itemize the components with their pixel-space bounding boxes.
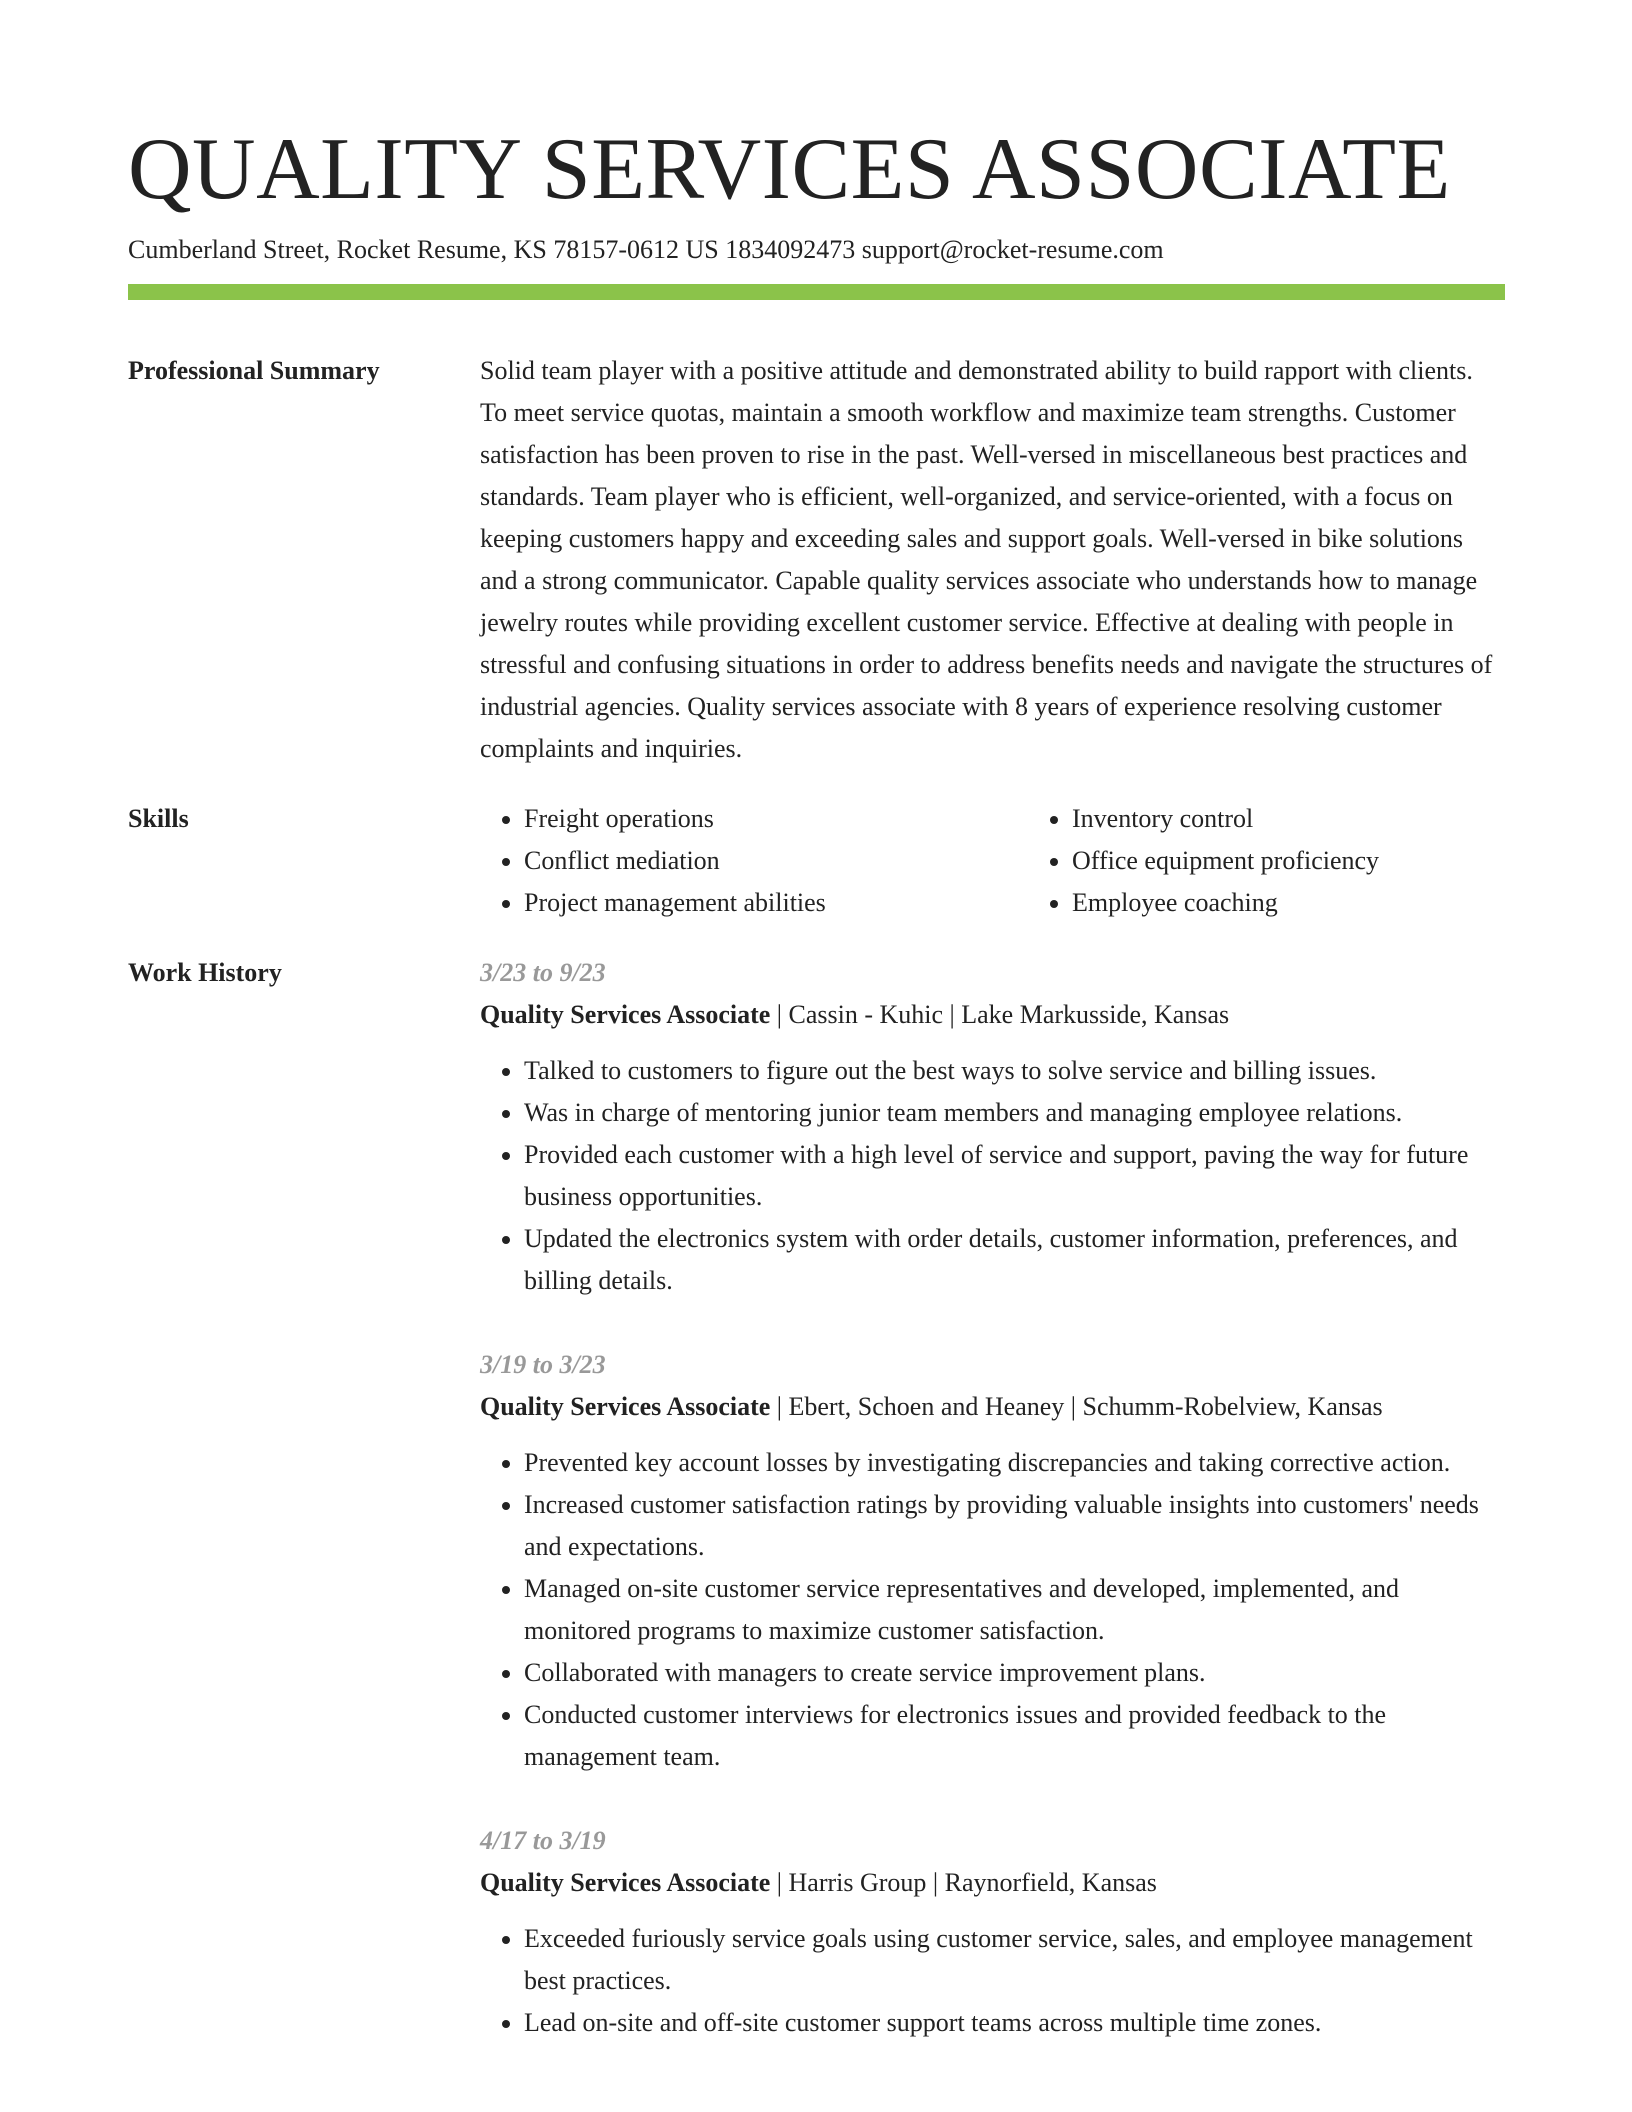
job-dates: 3/23 to 9/23: [480, 958, 606, 987]
summary-section: [128, 350, 1505, 770]
skill-item: • Employee coaching: [1072, 882, 1379, 924]
skills-list: [480, 798, 1505, 924]
skill-item: • Inventory control: [1072, 798, 1379, 840]
job-entry: [480, 1820, 1505, 2044]
job-employer-location: | Ebert, Schoen and Heaney | Schumm-Robelview, Kansas: [770, 1392, 1383, 1421]
job-dates: 4/17 to 3/19: [480, 1826, 606, 1855]
job-bullet: • Managed on-site customer service representatives and developed, implemented, and monitored programs to maximize customer satisfaction.: [524, 1568, 1505, 1652]
skill-item: • Freight operations: [524, 798, 1028, 840]
job-bullet: • Updated the electronics system with order details, customer information, preferences, and billing details.: [524, 1218, 1505, 1302]
skill-item: • Conflict mediation: [524, 840, 1028, 882]
job-role: Quality Services Associate: [480, 1868, 771, 1897]
skills-column-left: [480, 798, 1028, 924]
job-entry: [480, 1344, 1505, 1778]
job-role: Quality Services Associate: [480, 1000, 771, 1029]
work-history-list: [480, 952, 1505, 2086]
job-bullet: • Exceeded furiously service goals using customer service, sales, and employee management best practices.: [524, 1918, 1505, 2002]
job-dates: 3/19 to 3/23: [480, 1350, 606, 1379]
summary-text: Solid team player with a positive attitude and demonstrated ability to build rapport with clients. To meet service quotas, maintain a smooth workflow and maximize team strengths. Customer satisfaction has been proven to rise in the past. Well-versed in miscellaneous best practices and standards. Team player who is efficient, well-organized, and service-oriented, with a focus on keeping customers happy and exceeding sales and support goals. Well-versed in bike solutions and a strong communicator. Capable quality services associate who understands how to manage jewelry routes while providing excellent customer service. Effective at dealing with people in stressful and confusing situations in order to address benefits needs and navigate the structures of industrial agencies. Quality services associate with 8 years of experience resolving customer complaints and inquiries.: [480, 356, 1493, 763]
skills-section: [128, 798, 1505, 924]
job-bullet: • Lead on-site and off-site customer support teams across multiple time zones.: [524, 2002, 1505, 2044]
job-bullet: • Conducted customer interviews for electronics issues and provided feedback to the management team.: [524, 1694, 1505, 1778]
job-bullets: [480, 1918, 1505, 2044]
job-title-line: [480, 1386, 1505, 1428]
work-history-section: [128, 952, 1505, 2086]
resume-title: QUALITY SERVICES ASSOCIATE: [128, 121, 1451, 218]
job-bullet: • Prevented key account losses by investigating discrepancies and taking corrective action.: [524, 1442, 1505, 1484]
job-bullet: • Collaborated with managers to create service improvement plans.: [524, 1652, 1505, 1694]
job-bullet: • Was in charge of mentoring junior team members and managing employee relations.: [524, 1092, 1505, 1134]
job-bullets: [480, 1050, 1505, 1302]
job-bullet: • Provided each customer with a high level of service and support, paving the way for future business opportunities.: [524, 1134, 1505, 1218]
job-employer-location: | Harris Group | Raynorfield, Kansas: [770, 1868, 1157, 1897]
skill-item: • Project management abilities: [524, 882, 1028, 924]
summary-heading: Professional Summary: [128, 356, 380, 385]
job-title-line: [480, 994, 1505, 1036]
job-title-line: [480, 1862, 1505, 1904]
job-employer-location: | Cassin - Kuhic | Lake Markusside, Kansas: [770, 1000, 1230, 1029]
job-entry: [480, 952, 1505, 1302]
contact-line: Cumberland Street, Rocket Resume, KS 78157-0612 US 1834092473 support@rocket-resume.com: [128, 235, 1164, 264]
work-history-heading: Work History: [128, 958, 282, 987]
job-role: Quality Services Associate: [480, 1392, 771, 1421]
job-bullet: • Increased customer satisfaction ratings by providing valuable insights into customers' needs and expectations.: [524, 1484, 1505, 1568]
resume-page: [128, 118, 1505, 2086]
skills-heading: Skills: [128, 804, 189, 833]
skills-column-right: [1028, 798, 1379, 924]
job-bullet: • Talked to customers to figure out the best ways to solve service and billing issues.: [524, 1050, 1505, 1092]
skill-item: • Office equipment proficiency: [1072, 840, 1379, 882]
job-bullets: [480, 1442, 1505, 1778]
header-divider: [128, 284, 1505, 300]
